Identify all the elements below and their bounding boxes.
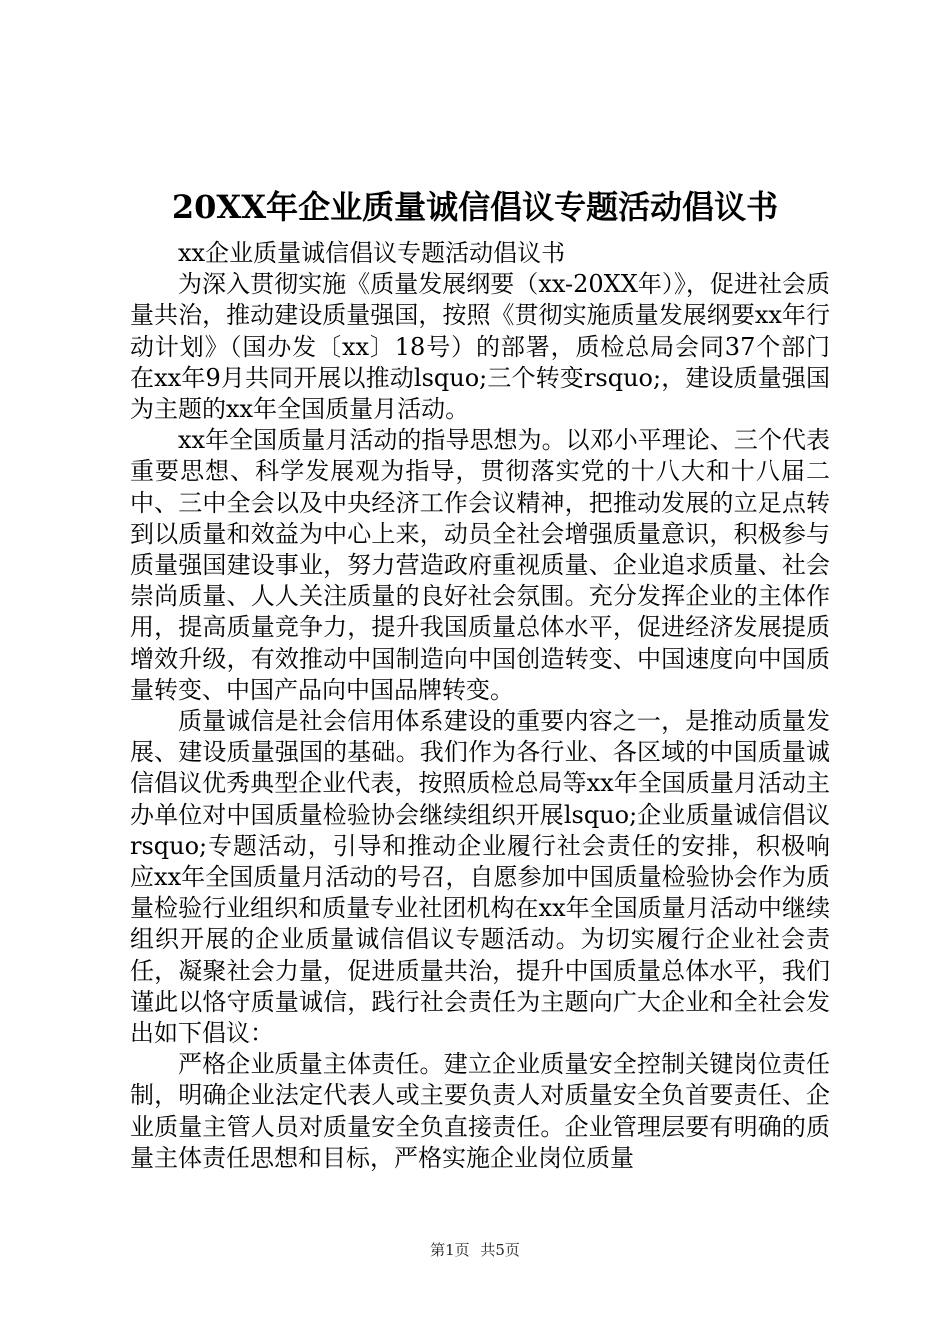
page-total: 共5页 [480, 1241, 520, 1259]
paragraph-quality-integrity: 质量诚信是社会信用体系建设的重要内容之一，是推动质量发展、建设质量强国的基础。我们作为各行业、各区域的中国质量诚信倡议优秀典型企业代表，按照质检总局等xx年全国质量月活动主办单位对中国质量检验协会继续组织开展lsquo;企业质量诚信倡议rsquo;专题活动，引导和推动企业履行社会责任的安排，积极响应xx年全国质量月活动的号召，自愿参加中国质量检验协会作为质量检验行业组织和质量专业社团机构在xx年全国质量月活动中继续组织开展的企业质量诚信倡议专题活动。为切实履行企业社会责任，凝聚社会力量，促进质量共治，提升中国质量总体水平，我们谨此以恪守质量诚信，践行社会责任为主题向广大企业和全社会发出如下倡议： [130, 707, 830, 1048]
paragraph-guiding-thought: xx年全国质量月活动的指导思想为。以邓小平理论、三个代表重要思想、科学发展观为指导，贯彻落实党的十八大和十八届二中、三中全会以及中央经济工作会议精神，把推动发展的立足点转到以质量和效益为中心上来，动员全社会增强质量意识，积极参与质量强国建设事业，努力营造政府重视质量、企业追求质量、社会崇尚质量、人人关注质量的良好社会氛围。充分发挥企业的主体作用，提高质量竞争力，提升我国质量总体水平，促进经济发展提质增效升级，有效推动中国制造向中国创造转变、中国速度向中国质量转变、中国产品向中国品牌转变。 [130, 426, 830, 704]
document-title: 20XX年企业质量诚信倡议专题活动倡议书 [171, 188, 779, 226]
paragraph-subtitle: xx企业质量诚信倡议专题活动倡议书 [178, 239, 566, 267]
paragraph-intro: 为深入贯彻实施《质量发展纲要（xx-20XX年）》，促进社会质量共治，推动建设质量强国，按照《贯彻实施质量发展纲要xx年行动计划》（国办发〔xx〕18号）的部署，质检总局会同37个部门在xx年9月共同开展以推动lsquo;三个转变rsquo;，建设质量强国为主题的xx年全国质量月活动。 [130, 270, 830, 424]
page-number: 第1页 [430, 1241, 470, 1259]
paragraph-responsibility: 严格企业质量主体责任。建立企业质量安全控制关键岗位责任制，明确企业法定代表人或主要负责人对质量安全负首要责任、企业质量主管人员对质量安全负直接责任。企业管理层要有明确的质量主体责任思想和目标，严格实施企业岗位质量 [130, 1050, 830, 1172]
document-body [130, 238, 830, 1174]
page-footer [0, 1239, 950, 1261]
